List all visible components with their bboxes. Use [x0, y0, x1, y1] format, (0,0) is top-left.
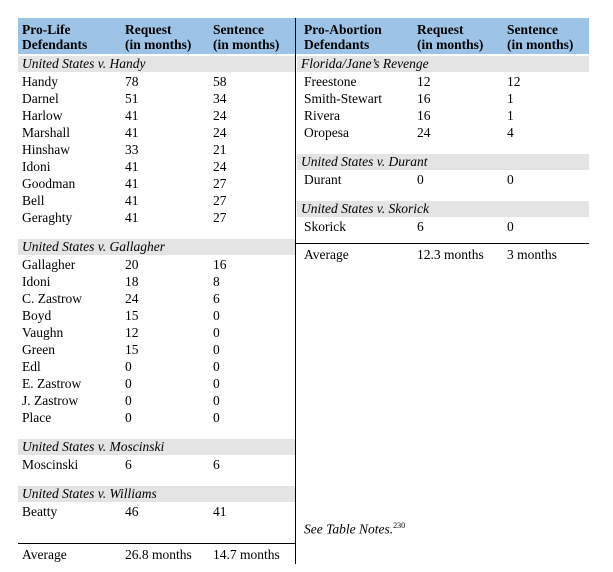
sentence-value: 0: [213, 325, 220, 340]
table-row: [18, 209, 295, 226]
defendant-name: Goodman: [22, 176, 76, 191]
request-value: 41: [125, 176, 139, 191]
sentence-value: 0: [213, 393, 220, 408]
case-title: Florida/Jane’s Revenge: [297, 56, 589, 72]
request-value: 15: [125, 342, 139, 357]
table-row: [296, 73, 589, 90]
pro-life-header: [18, 18, 295, 54]
average-label: Average: [304, 247, 349, 262]
table-row: [18, 503, 295, 520]
table-row: [18, 358, 295, 375]
table-row: [18, 192, 295, 209]
table-row: [18, 392, 295, 409]
defendant-name: Boyd: [22, 308, 52, 323]
defendant-name: Edl: [22, 359, 41, 374]
case-title: United States v. Skorick: [297, 201, 589, 217]
header-request: Request (in months): [125, 22, 192, 52]
table-row: [296, 90, 589, 107]
table-row: [18, 341, 295, 358]
defendant-name: Vaughn: [22, 325, 64, 340]
case-title: United States v. Durant: [297, 154, 589, 170]
pro-abortion-header: [296, 18, 589, 54]
request-value: 24: [125, 291, 139, 306]
defendant-name: Rivera: [304, 108, 340, 123]
defendant-name: Moscinski: [22, 457, 79, 472]
table-row: [18, 107, 295, 124]
table-row: [18, 375, 295, 392]
case-title: United States v. Handy: [18, 56, 295, 72]
header-defendants: Pro-Abortion Defendants: [304, 22, 382, 52]
separator-line: [296, 243, 589, 244]
defendant-name: Smith-Stewart: [304, 91, 382, 106]
defendant-name: Gallagher: [22, 257, 76, 272]
defendant-name: Harlow: [22, 108, 63, 123]
table-row: [18, 256, 295, 273]
request-value: 46: [125, 504, 139, 519]
sentence-value: 0: [507, 219, 514, 234]
request-value: 20: [125, 257, 139, 272]
request-value: 24: [417, 125, 431, 140]
defendant-name: Beatty: [22, 504, 58, 519]
average-sentence: 3 months: [507, 247, 557, 262]
sentence-value: 24: [213, 159, 227, 174]
sentence-value: 0: [213, 342, 220, 357]
header-sentence: Sentence (in months): [213, 22, 280, 52]
defendant-name: Bell: [22, 193, 45, 208]
case-title: United States v. Moscinski: [18, 439, 295, 455]
defendant-name: Marshall: [22, 125, 70, 140]
table-row: [18, 124, 295, 141]
request-value: 6: [417, 219, 424, 234]
average-request: 12.3 months: [417, 247, 484, 262]
defendant-name: Durant: [304, 172, 342, 187]
pro-life-table: [18, 18, 296, 564]
request-value: 12: [125, 325, 139, 340]
note-reference: 230: [393, 521, 406, 530]
sentence-value: 16: [213, 257, 227, 272]
defendant-name: Idoni: [22, 274, 51, 289]
sentence-value: 4: [507, 125, 514, 140]
average-label: Average: [22, 547, 67, 562]
table-row: [18, 324, 295, 341]
defendant-name: Oropesa: [304, 125, 349, 140]
defendant-name: J. Zastrow: [22, 393, 79, 408]
request-value: 0: [125, 359, 132, 374]
defendant-name: C. Zastrow: [22, 291, 82, 306]
request-value: 0: [125, 393, 132, 408]
request-value: 33: [125, 142, 139, 157]
table-row: [18, 409, 295, 426]
request-value: 41: [125, 193, 139, 208]
sentence-value: 6: [213, 457, 220, 472]
request-value: 0: [125, 410, 132, 425]
defendant-name: Green: [22, 342, 55, 357]
request-value: 15: [125, 308, 139, 323]
request-value: 0: [417, 172, 424, 187]
sentence-value: 1: [507, 91, 514, 106]
table-row: [18, 141, 295, 158]
defendant-name: E. Zastrow: [22, 376, 82, 391]
pro-abortion-table: [296, 18, 589, 537]
defendant-name: Geraghty: [22, 210, 73, 225]
sentence-value: 27: [213, 210, 227, 225]
table-row: [18, 175, 295, 192]
request-value: 12: [417, 74, 431, 89]
table-row: [18, 90, 295, 107]
header-defendants: Pro-Life Defendants: [22, 22, 88, 52]
sentence-value: 0: [507, 172, 514, 187]
average-row: [18, 546, 295, 563]
table-row: [18, 290, 295, 307]
case-title: United States v. Gallagher: [18, 239, 295, 255]
defendant-name: Idoni: [22, 159, 51, 174]
request-value: 6: [125, 457, 132, 472]
request-value: 16: [417, 91, 431, 106]
sentence-value: 34: [213, 91, 227, 106]
table-row: [18, 73, 295, 90]
table-notes: See Table Notes.$^{230}$: [304, 521, 406, 537]
sentence-value: 24: [213, 125, 227, 140]
sentence-value: 24: [213, 108, 227, 123]
request-value: 41: [125, 108, 139, 123]
table-row: [296, 218, 589, 235]
average-sentence: 14.7 months: [213, 547, 280, 562]
sentence-value: 41: [213, 504, 227, 519]
sentence-value: 12: [507, 74, 521, 89]
sentence-value: 27: [213, 176, 227, 191]
sentence-value: 0: [213, 359, 220, 374]
sentence-value: 27: [213, 193, 227, 208]
table-row: [18, 307, 295, 324]
defendant-name: Hinshaw: [22, 142, 70, 157]
separator-line: [18, 543, 295, 544]
table-row: [296, 107, 589, 124]
request-value: 18: [125, 274, 139, 289]
request-value: 0: [125, 376, 132, 391]
sentence-value: 58: [213, 74, 227, 89]
table-row: [18, 158, 295, 175]
sentence-value: 0: [213, 410, 220, 425]
defendant-name: Darnel: [22, 91, 59, 106]
request-value: 41: [125, 210, 139, 225]
sentence-value: 6: [213, 291, 220, 306]
table-row: [296, 124, 589, 141]
table-row: [18, 273, 295, 290]
request-value: 41: [125, 125, 139, 140]
average-row: [296, 246, 589, 263]
table-row: [18, 456, 295, 473]
defendant-name: Handy: [22, 74, 58, 89]
request-value: 78: [125, 74, 139, 89]
sentence-value: 0: [213, 376, 220, 391]
defendant-name: Freestone: [304, 74, 357, 89]
request-value: 51: [125, 91, 139, 106]
header-request: Request (in months): [417, 22, 484, 52]
defendant-name: Place: [22, 410, 52, 425]
sentence-value: 21: [213, 142, 227, 157]
case-title: United States v. Williams: [18, 486, 295, 502]
average-request: 26.8 months: [125, 547, 192, 562]
sentence-value: 8: [213, 274, 220, 289]
sentence-value: 0: [213, 308, 220, 323]
request-value: 16: [417, 108, 431, 123]
sentence-value: 1: [507, 108, 514, 123]
header-sentence: Sentence (in months): [507, 22, 574, 52]
defendant-name: Skorick: [304, 219, 346, 234]
request-value: 41: [125, 159, 139, 174]
table-row: [296, 171, 589, 188]
